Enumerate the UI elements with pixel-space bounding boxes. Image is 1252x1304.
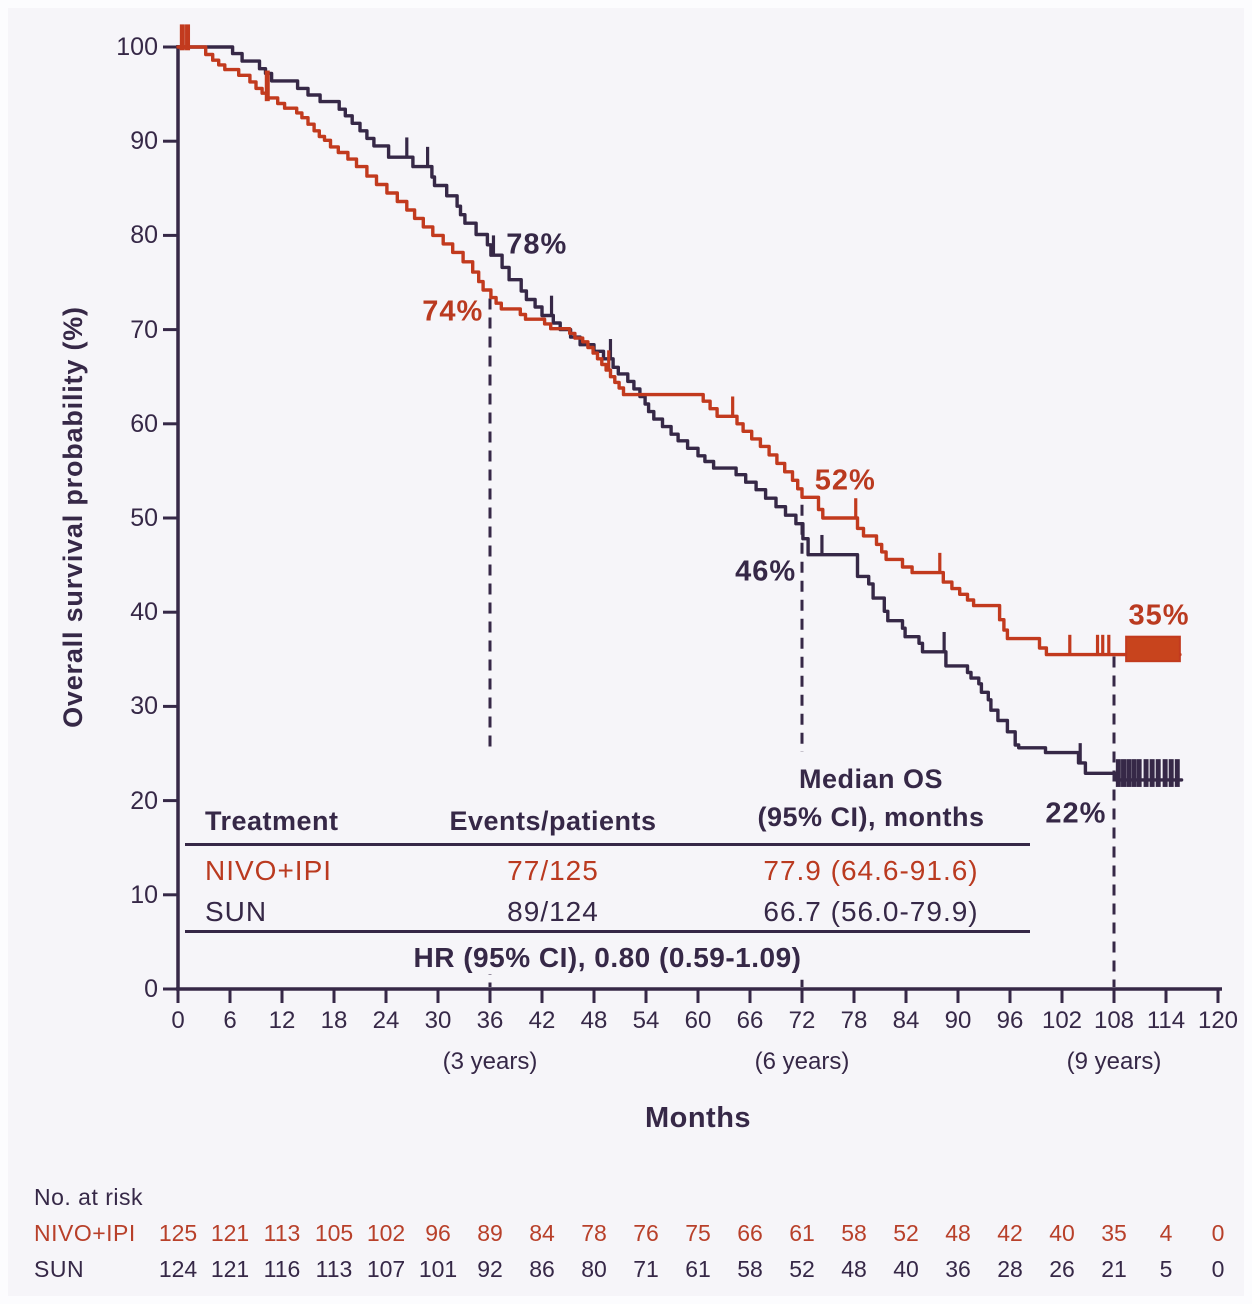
y-tick-label: 80 <box>130 221 158 250</box>
risk-count: 113 <box>263 1220 301 1246</box>
risk-count: 96 <box>425 1220 451 1246</box>
y-tick-label: 70 <box>130 315 158 344</box>
x-tick-label: 78 <box>840 1007 868 1034</box>
x-tick-label: 24 <box>372 1007 400 1034</box>
risk-count: 4 <box>1159 1220 1173 1246</box>
risk-count: 125 <box>158 1220 198 1246</box>
year-mark-label: (9 years) <box>1066 1048 1162 1075</box>
risk-count: 52 <box>789 1256 815 1282</box>
survival-rate-annotation: 52% <box>814 464 876 497</box>
risk-count: 102 <box>366 1220 406 1246</box>
y-tick-label: 50 <box>130 504 158 532</box>
risk-count: 21 <box>1101 1256 1127 1282</box>
risk-count: 71 <box>633 1256 659 1282</box>
risk-count: 42 <box>997 1220 1023 1246</box>
x-tick-label: 54 <box>632 1007 660 1034</box>
x-tick-label: 114 <box>1146 1007 1186 1034</box>
x-tick-label: 6 <box>223 1007 237 1034</box>
risk-count: 89 <box>477 1220 503 1246</box>
y-axis-title: Overall survival probability (%) <box>58 306 88 728</box>
y-tick-label: 90 <box>130 127 158 156</box>
y-tick-label: 100 <box>116 33 158 61</box>
risk-count: 75 <box>685 1220 711 1246</box>
stats-row-nivo-treatment: NIVO+IPI <box>205 855 333 886</box>
x-tick-label: 0 <box>171 1007 185 1034</box>
censor-cluster-block <box>1126 637 1180 661</box>
stats-row-sun-treatment: SUN <box>205 896 268 927</box>
x-tick-label: 108 <box>1093 1007 1135 1034</box>
x-tick-label: 12 <box>268 1007 296 1034</box>
risk-count: 124 <box>158 1256 198 1282</box>
risk-count: 116 <box>263 1256 301 1282</box>
hazard-ratio-text: HR (95% CI), 0.80 (0.59-1.09) <box>413 942 802 973</box>
stats-header-events: Events/patients <box>449 806 657 836</box>
risk-count: 52 <box>893 1220 919 1246</box>
risk-count: 36 <box>945 1256 971 1282</box>
risk-count: 61 <box>685 1256 711 1282</box>
risk-count: 86 <box>529 1256 555 1282</box>
x-tick-label: 30 <box>424 1007 452 1034</box>
stats-header-treatment: Treatment <box>205 806 339 836</box>
risk-count: 61 <box>789 1220 815 1246</box>
x-tick-label: 42 <box>528 1007 556 1034</box>
stats-row-nivo-median: 77.9 (64.6-91.6) <box>763 855 979 886</box>
survival-rate-annotation: 46% <box>735 555 797 588</box>
risk-count: 101 <box>418 1256 458 1282</box>
risk-count: 0 <box>1211 1256 1225 1282</box>
y-tick-label: 0 <box>144 975 158 1003</box>
survival-curve-sun <box>178 47 1182 780</box>
risk-count: 84 <box>529 1220 555 1246</box>
x-tick-label: 48 <box>580 1007 608 1034</box>
risk-count: 76 <box>633 1220 659 1246</box>
risk-count: 40 <box>893 1256 919 1282</box>
risk-count: 5 <box>1159 1256 1173 1282</box>
x-tick-label: 36 <box>476 1007 504 1034</box>
x-tick-label: 18 <box>320 1007 348 1034</box>
survival-rate-annotation: 78% <box>506 228 568 261</box>
stats-row-sun-median: 66.7 (56.0-79.9) <box>763 896 979 927</box>
risk-count: 66 <box>737 1220 763 1246</box>
y-tick-label: 40 <box>130 598 158 627</box>
stats-table-top-rule <box>185 843 1030 846</box>
x-tick-label: 72 <box>788 1007 816 1034</box>
year-mark-label: (6 years) <box>754 1048 850 1075</box>
x-tick-label: 120 <box>1197 1007 1239 1034</box>
year-mark-label: (3 years) <box>442 1048 538 1075</box>
y-tick-label: 10 <box>130 880 158 909</box>
survival-rate-annotation: 35% <box>1128 599 1190 632</box>
x-tick-label: 90 <box>944 1007 972 1034</box>
y-tick-label: 30 <box>130 692 158 721</box>
stats-table-bottom-rule <box>185 930 1030 933</box>
survival-rate-annotation: 74% <box>422 295 484 328</box>
x-tick-label: 60 <box>684 1007 712 1034</box>
risk-count: 92 <box>477 1256 503 1282</box>
stats-header-median-line1: Median OS <box>798 764 944 794</box>
stats-row-nivo-events: 77/125 <box>507 855 599 886</box>
risk-count: 107 <box>366 1256 406 1282</box>
risk-count: 48 <box>945 1220 971 1246</box>
x-tick-label: 66 <box>736 1007 764 1034</box>
risk-count: 28 <box>997 1256 1023 1282</box>
risk-count: 35 <box>1101 1220 1127 1246</box>
risk-count: 78 <box>581 1220 607 1246</box>
stats-header-median-line2: (95% CI), months <box>757 802 985 832</box>
survival-curve-nivo-ipi <box>178 47 1180 655</box>
risk-count: 121 <box>210 1220 250 1246</box>
x-tick-label: 84 <box>892 1007 920 1034</box>
x-tick-label: 96 <box>996 1007 1024 1034</box>
risk-count: 58 <box>841 1220 867 1246</box>
risk-count: 80 <box>581 1256 607 1282</box>
risk-count: 0 <box>1211 1220 1225 1246</box>
risk-count: 26 <box>1049 1256 1075 1282</box>
risk-row-label: SUN <box>34 1256 85 1282</box>
risk-count: 40 <box>1049 1220 1075 1246</box>
risk-count: 105 <box>314 1220 354 1246</box>
stats-row-sun-events: 89/124 <box>507 896 599 927</box>
x-axis-title: Months <box>644 1102 752 1134</box>
risk-count: 113 <box>315 1256 353 1282</box>
y-tick-label: 20 <box>130 786 158 815</box>
risk-row-label: NIVO+IPI <box>34 1220 136 1246</box>
risk-count: 48 <box>841 1256 867 1282</box>
risk-table-title: No. at risk <box>34 1184 144 1210</box>
survival-rate-annotation: 22% <box>1045 797 1107 830</box>
y-tick-label: 60 <box>130 409 158 438</box>
x-tick-label: 102 <box>1041 1007 1083 1034</box>
risk-count: 58 <box>737 1256 763 1282</box>
risk-count: 121 <box>210 1256 250 1282</box>
